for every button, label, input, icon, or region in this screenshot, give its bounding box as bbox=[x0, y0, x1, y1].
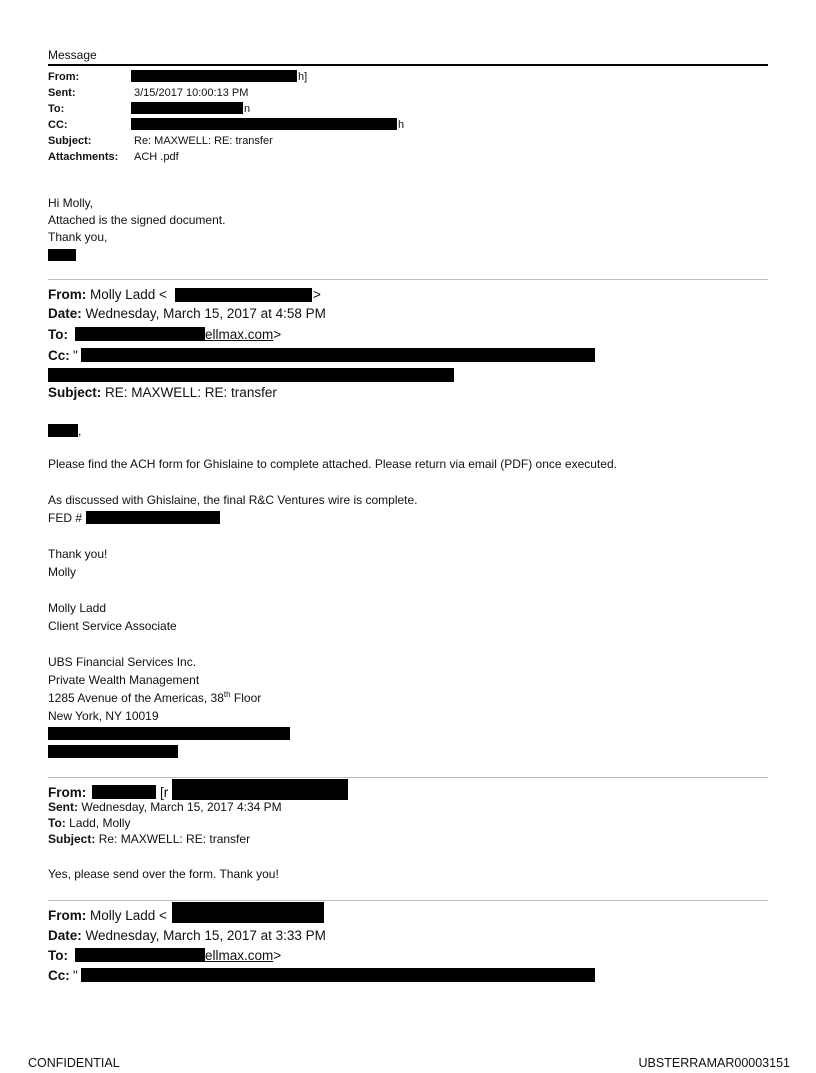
from-label: From: bbox=[48, 785, 87, 800]
to-value: Ladd, Molly bbox=[69, 816, 131, 830]
signature-title: Client Service Associate bbox=[48, 619, 177, 633]
to-label: To: bbox=[48, 327, 68, 342]
divider bbox=[48, 279, 768, 280]
address-floor: Floor bbox=[230, 691, 262, 705]
subject-value: Re: MAXWELL: RE: transfer bbox=[98, 832, 251, 846]
email4-date-row bbox=[48, 926, 326, 945]
paragraph: As discussed with Ghislaine, the final R&C Ventures wire is complete. bbox=[48, 493, 418, 507]
cc-label: Cc: bbox=[48, 348, 70, 363]
greeting: Hi Molly, bbox=[48, 196, 94, 210]
address bbox=[48, 690, 261, 707]
closing: Thank you, bbox=[48, 230, 108, 244]
to-fragment: n bbox=[244, 103, 251, 115]
redaction bbox=[131, 102, 243, 114]
date-value: Wednesday, March 15, 2017 at 4:58 PM bbox=[85, 306, 326, 321]
body-line: Attached is the signed document. bbox=[48, 213, 226, 227]
subject-value: Re: MAXWELL: RE: transfer bbox=[134, 135, 273, 147]
footer-confidential: CONFIDENTIAL bbox=[28, 1056, 120, 1070]
sent-value: Wednesday, March 15, 2017 4:34 PM bbox=[81, 800, 282, 814]
redaction bbox=[81, 348, 595, 362]
from-bracket: [r bbox=[160, 785, 169, 800]
email3-subject-row bbox=[48, 831, 250, 848]
sent-label: Sent: bbox=[48, 87, 76, 99]
attachment-link[interactable]: ACH .pdf bbox=[134, 151, 179, 163]
attachments-label: Attachments: bbox=[48, 151, 119, 163]
redaction bbox=[48, 368, 454, 382]
email3-sent-row bbox=[48, 799, 282, 816]
email3-to-row bbox=[48, 815, 130, 832]
email2-date-row bbox=[48, 304, 326, 323]
division: Private Wealth Management bbox=[48, 673, 200, 687]
redaction bbox=[48, 727, 290, 740]
from-label: From: bbox=[48, 908, 87, 923]
email2-from-row bbox=[48, 285, 167, 304]
thanks: Thank you! bbox=[48, 547, 108, 561]
signature-name: Molly Ladd bbox=[48, 601, 107, 615]
from-label: From: bbox=[48, 71, 80, 83]
to-label: To: bbox=[48, 816, 66, 830]
redaction bbox=[172, 902, 324, 923]
email-link[interactable]: ellmax.com bbox=[205, 327, 274, 342]
from-value: Molly Ladd < bbox=[90, 908, 167, 923]
date-label: Date: bbox=[48, 306, 82, 321]
city: New York, NY 10019 bbox=[48, 709, 159, 723]
redaction bbox=[172, 779, 348, 800]
sent-label: Sent: bbox=[48, 800, 78, 814]
address-street: 1285 Avenue of the Americas, 38 bbox=[48, 691, 224, 705]
greeting-comma: , bbox=[78, 424, 82, 438]
subject-label: Subject: bbox=[48, 385, 102, 400]
date-value: Wednesday, March 15, 2017 at 3:33 PM bbox=[85, 928, 326, 943]
from-end: > bbox=[313, 287, 321, 302]
redaction bbox=[75, 948, 205, 962]
subject-label: Subject: bbox=[48, 832, 96, 846]
redaction bbox=[75, 327, 205, 341]
address-sup: th bbox=[223, 690, 231, 699]
to-label: To: bbox=[48, 103, 65, 115]
redaction bbox=[131, 118, 397, 130]
redaction bbox=[48, 745, 178, 758]
cc-label: Cc: bbox=[48, 968, 70, 983]
to-value bbox=[205, 325, 281, 344]
email4-from-row bbox=[48, 906, 167, 925]
from-fragment: h] bbox=[298, 71, 308, 83]
subject-value: RE: MAXWELL: RE: transfer bbox=[105, 385, 277, 400]
fed-label: FED # bbox=[48, 511, 83, 525]
to-end: > bbox=[273, 327, 282, 342]
message-label: Message bbox=[48, 48, 97, 62]
cc-fragment: h bbox=[398, 119, 405, 131]
to-end: > bbox=[273, 948, 282, 963]
divider bbox=[48, 777, 768, 778]
cc-label: CC: bbox=[48, 119, 68, 131]
from-value: Molly Ladd < bbox=[90, 287, 167, 302]
redaction bbox=[131, 70, 297, 82]
redaction bbox=[86, 511, 220, 524]
sender-short: Molly bbox=[48, 565, 77, 579]
subject-label: Subject: bbox=[48, 135, 92, 147]
email2-subject-row bbox=[48, 383, 277, 402]
email-link[interactable]: ellmax.com bbox=[205, 948, 274, 963]
from-label: From: bbox=[48, 287, 87, 302]
redaction bbox=[48, 424, 78, 437]
header-rule bbox=[48, 64, 768, 66]
paragraph: Please find the ACH form for Ghislaine to complete attached. Please return via email (PDF) once executed. bbox=[48, 457, 617, 471]
date-label: Date: bbox=[48, 928, 82, 943]
sent-value: 3/15/2017 10:00:13 PM bbox=[134, 87, 249, 99]
to-label: To: bbox=[48, 948, 68, 963]
footer-bates-number: UBSTERRAMAR00003151 bbox=[638, 1056, 790, 1070]
redaction bbox=[175, 288, 312, 302]
redaction bbox=[92, 785, 156, 799]
email3-body: Yes, please send over the form. Thank you! bbox=[48, 867, 279, 881]
redaction bbox=[81, 968, 595, 982]
cc-quote: " bbox=[73, 968, 78, 983]
company-name: UBS Financial Services Inc. bbox=[48, 655, 197, 669]
cc-quote: " bbox=[73, 348, 78, 363]
divider bbox=[48, 900, 768, 901]
redaction bbox=[48, 249, 76, 261]
to-value bbox=[205, 946, 281, 965]
